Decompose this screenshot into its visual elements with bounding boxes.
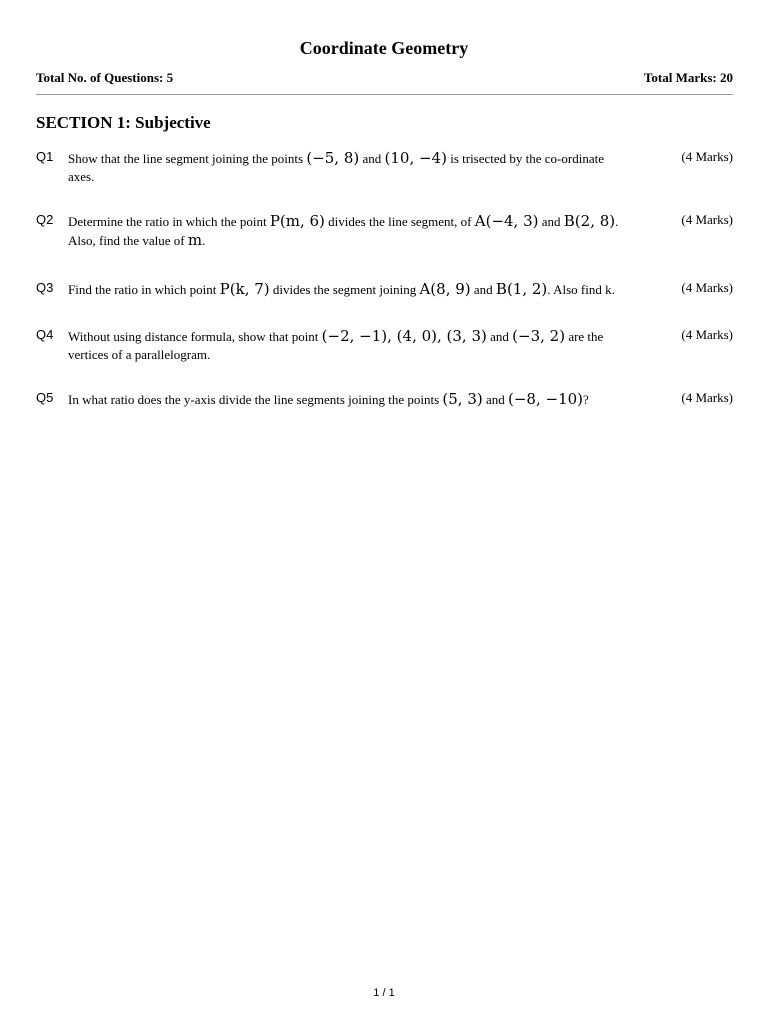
math-expression: A(−4, 3) — [474, 212, 539, 230]
math-expression: (−2, −1), (4, 0), (3, 3) — [321, 327, 487, 345]
page-title: Coordinate Geometry — [299, 38, 469, 58]
question-text-segment: and — [482, 392, 509, 407]
question-number: Q5 — [36, 390, 54, 405]
section-heading: SECTION 1: Subjective — [36, 113, 211, 132]
math-expression: (−5, 8) — [306, 149, 360, 167]
math-expression: P(m, 6) — [269, 212, 325, 230]
question-text-segment: . Also find k. — [547, 282, 615, 297]
math-expression: m — [187, 231, 203, 249]
question-text — [68, 149, 628, 186]
question-marks: (4 Marks) — [681, 280, 733, 295]
question-text — [68, 327, 628, 364]
math-expression: B(2, 8) — [563, 212, 616, 230]
question-text-segment: ? — [583, 392, 589, 407]
total-marks-label: Total Marks: 20 — [643, 70, 733, 85]
question-text-segment: . — [202, 233, 206, 248]
question-number: Q3 — [36, 280, 54, 295]
math-expression: (−3, 2) — [512, 327, 566, 345]
header-divider — [36, 94, 733, 95]
question-text-segment: and — [359, 151, 385, 166]
question-text-segment: Without using distance formula, show that point — [68, 329, 322, 344]
math-expression: A(8, 9) — [419, 280, 471, 298]
question-text-segment: Show that the line segment joining the points — [68, 151, 307, 166]
math-expression: B(1, 2) — [495, 280, 548, 298]
question-marks: (4 Marks) — [681, 327, 733, 342]
math-expression: (10, −4) — [384, 149, 447, 167]
question-number: Q4 — [36, 327, 54, 342]
question-text-segment: divides the segment joining — [269, 282, 420, 297]
question-text-segment: and — [486, 329, 513, 344]
question-text-segment: are the vertices of a parallelogram. — [68, 329, 604, 362]
question-text-segment: Find the ratio in which point — [68, 282, 220, 297]
question-text-segment: divides the line segment, of — [324, 214, 475, 229]
math-expression: (−8, −10) — [508, 390, 584, 408]
question-text-segment: and — [538, 214, 564, 229]
page-number: 1 / 1 — [373, 987, 395, 999]
question-marks: (4 Marks) — [681, 212, 733, 227]
question-text — [68, 280, 628, 299]
question-text-segment: In what ratio does the y-axis divide the line segments joining the points — [68, 392, 443, 407]
question-number: Q1 — [36, 149, 54, 164]
total-questions-label: Total No. of Questions: 5 — [36, 70, 174, 85]
question-text-segment: Determine the ratio in which the point — [68, 214, 270, 229]
question-marks: (4 Marks) — [681, 390, 733, 405]
question-text — [68, 390, 628, 409]
question-text-segment: is trisected by the co-ordinate axes. — [68, 151, 604, 184]
question-number: Q2 — [36, 212, 54, 227]
math-expression: P(k, 7) — [219, 280, 270, 298]
question-text-segment: . Also, find the value of — [68, 214, 619, 248]
question-text — [68, 212, 628, 250]
question-marks: (4 Marks) — [681, 149, 733, 164]
math-expression: (5, 3) — [442, 390, 483, 408]
question-text-segment: and — [470, 282, 496, 297]
exam-meta-row — [36, 70, 733, 86]
